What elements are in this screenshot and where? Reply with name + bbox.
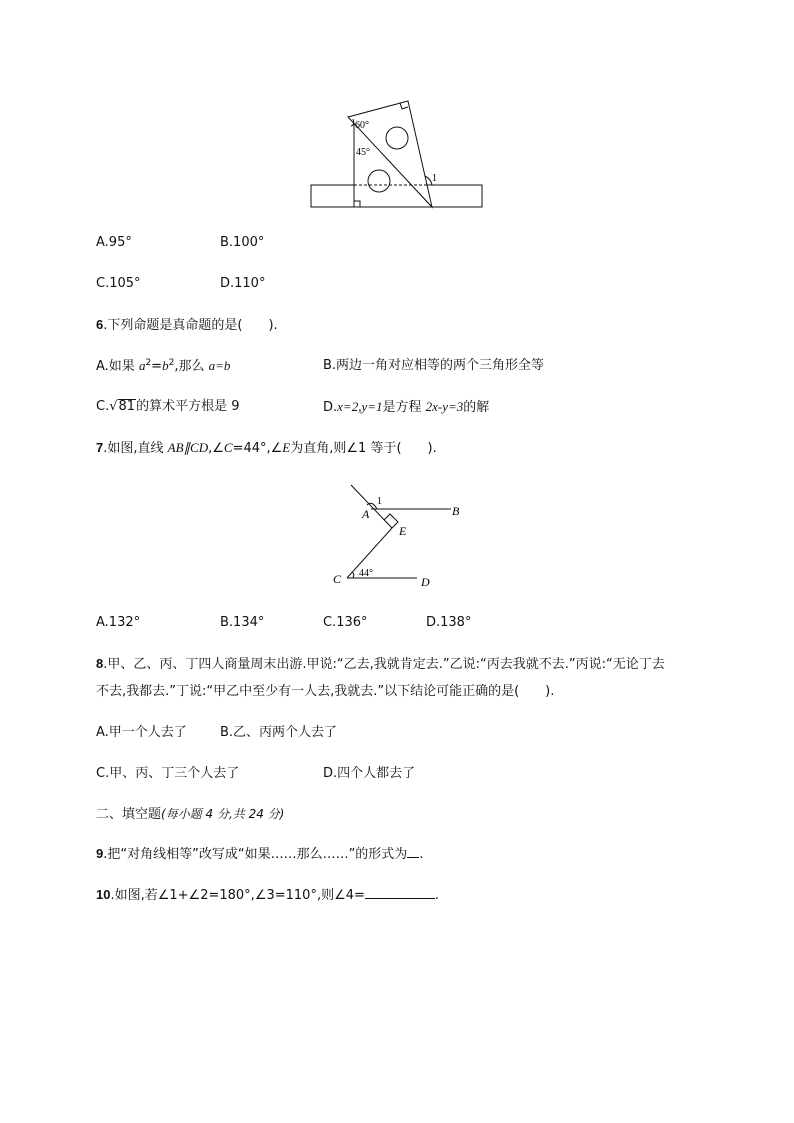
- question-end: .: [419, 847, 424, 862]
- math-var: C: [223, 440, 233, 455]
- q8-option-b: B.乙、丙两个人去了: [220, 725, 338, 740]
- radicand: 81: [118, 399, 136, 414]
- answer-blank[interactable]: [365, 898, 435, 899]
- question-text: =44°,∠: [232, 441, 283, 456]
- angle-60-label: 60°: [355, 120, 369, 131]
- q7-option-a: A.132°: [96, 615, 141, 630]
- sqrt-sign: √: [109, 399, 118, 414]
- label-a: A: [362, 507, 370, 521]
- q5-option-c: C.105°: [96, 276, 141, 291]
- question-text: .如图,直线: [103, 441, 168, 456]
- option-text: 的解: [463, 400, 490, 415]
- q5-option-d: D.110°: [220, 276, 266, 291]
- q6-option-d: [323, 399, 489, 416]
- math-expr: AB∥CD: [167, 440, 209, 455]
- question-end: .: [434, 888, 440, 903]
- angle-44-label: 44°: [359, 568, 373, 579]
- label-c: C: [333, 572, 342, 586]
- math-expr: 2x-y=3: [425, 399, 464, 414]
- q7-option-d: D.138°: [426, 615, 472, 630]
- question-8-line-2: 不去,我都去.”丁说:“甲乙中至少有一人去,我就去.”以下结论可能正确的是( ).: [96, 684, 555, 699]
- q8-option-a: A.甲一个人去了: [96, 725, 187, 740]
- question-text: .甲、乙、丙、丁四人商量周末出游.甲说:“乙去,我就肯定去.”乙说:“丙去我就不去.”丙说:“无论丁去: [103, 657, 665, 672]
- q5-option-a: A.95°: [96, 235, 132, 250]
- question-text: .如图,若∠1+∠2=180°,∠3=110°,则∠4=: [110, 888, 365, 903]
- section-note: (每小题 4 分,共 24 分): [161, 807, 285, 821]
- question-number: 10: [96, 887, 111, 902]
- answer-blank[interactable]: [407, 857, 419, 858]
- question-number: 8: [96, 656, 104, 671]
- label-b: B: [452, 504, 460, 518]
- q7-option-c: C.136°: [323, 615, 368, 630]
- section-title: 二、填空题: [96, 807, 162, 822]
- question-8-line-1: [96, 656, 665, 673]
- math-expr: a=b: [208, 358, 231, 373]
- label-1: 1: [377, 496, 382, 507]
- figure-parallel-lines: [325, 478, 475, 593]
- q5-option-b: B.100°: [220, 235, 265, 250]
- question-10: [96, 887, 439, 904]
- option-text: 的算术平方根是 9: [136, 399, 240, 414]
- figure-set-squares: [300, 95, 500, 215]
- angle-1-label: 1: [432, 173, 437, 184]
- question-number: 6: [96, 317, 104, 332]
- q6-option-b: B.两边一角对应相等的两个三角形全等: [323, 358, 545, 373]
- math-var: b: [162, 358, 169, 373]
- label-d: D: [421, 575, 430, 589]
- q6-option-c: [96, 399, 239, 415]
- option-text: 是方程: [382, 400, 426, 415]
- question-number: 9: [96, 846, 104, 861]
- math-var: E: [282, 440, 291, 455]
- label-e: E: [399, 524, 407, 538]
- question-7: [96, 440, 437, 457]
- section-heading: [96, 806, 284, 823]
- q8-option-d: D.四个人都去了: [323, 766, 416, 781]
- angle-45-label: 45°: [356, 147, 370, 158]
- question-number: 7: [96, 440, 104, 455]
- math-expr: x=2,y=1: [337, 399, 383, 414]
- option-prefix: A.如果: [96, 359, 139, 374]
- question-text: .把“对角线相等”改写成“如果……那么……”的形式为: [103, 847, 408, 862]
- q7-option-b: B.134°: [220, 615, 265, 630]
- exponent: 2: [145, 358, 152, 368]
- question-text: 为直角,则∠1 等于( ).: [290, 441, 437, 456]
- math-var: a: [138, 358, 146, 373]
- q8-option-c: C.甲、丙、丁三个人去了: [96, 766, 240, 781]
- q6-option-a: [96, 358, 230, 375]
- segment-ae: [351, 485, 392, 528]
- question-text: ,∠: [208, 441, 224, 456]
- option-prefix: D.: [323, 400, 338, 415]
- question-6: [96, 317, 278, 334]
- option-text: ,那么: [174, 359, 209, 374]
- angle-arc-44: [352, 572, 354, 578]
- question-9: [96, 846, 423, 863]
- exponent: 2: [168, 358, 175, 368]
- question-stem: .下列命题是真命题的是( ).: [103, 318, 278, 333]
- right-angle-mark-e: [384, 514, 398, 528]
- option-prefix: C.: [96, 399, 110, 414]
- math-op: =: [151, 359, 163, 374]
